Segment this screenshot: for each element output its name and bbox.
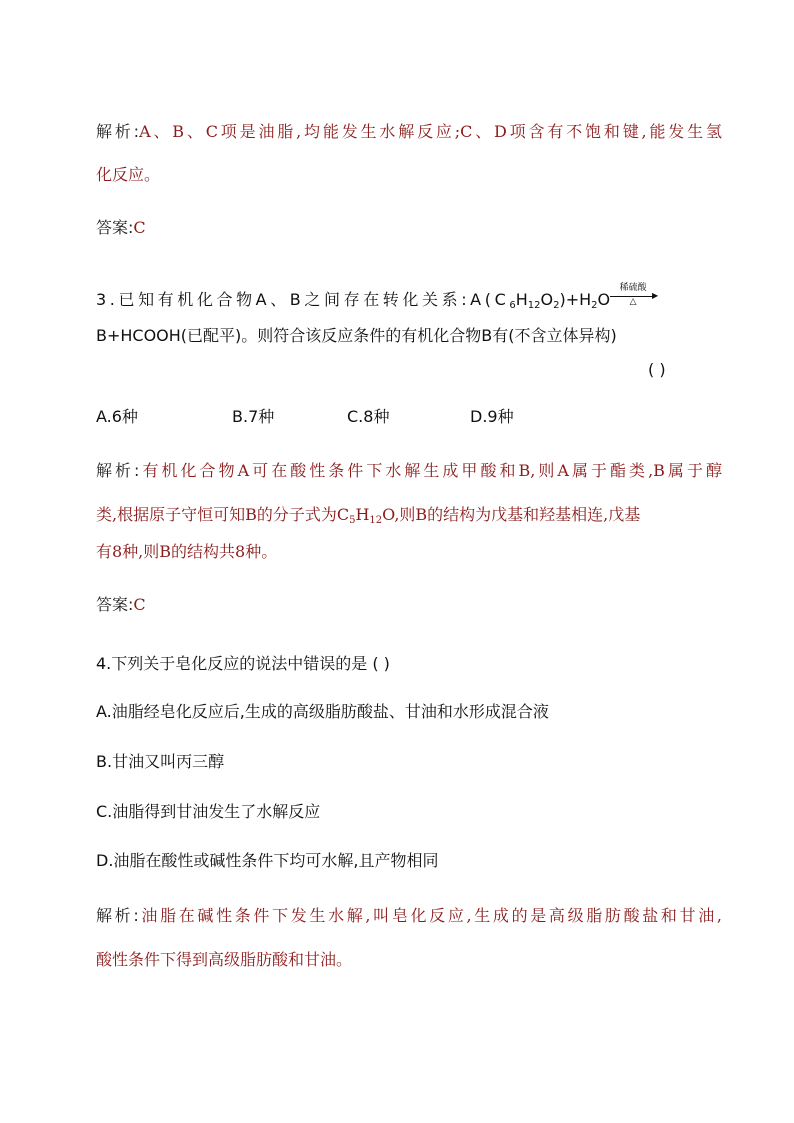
arrow-condition-bottom: △: [629, 297, 637, 307]
q3-stem-plus-water: )+H: [559, 290, 592, 309]
q4-option-b: B.甘油又叫丙三醇: [96, 752, 225, 771]
q3-sub-6: 6: [509, 300, 516, 311]
q4-analysis-text-1: 油脂在碱性条件下发生水解,叫皂化反应,生成的是高级脂肪酸盐和甘油,: [138, 906, 722, 925]
q3-stem-h: H: [515, 290, 528, 309]
q3-analysis-line1: [96, 461, 722, 481]
arrow-condition-top: 稀硫酸: [619, 283, 647, 293]
analysis-label: 解析:: [96, 461, 140, 480]
analysis-label: 解析:: [96, 906, 139, 925]
arrow-head-icon: ▶: [651, 291, 659, 300]
q3-stem-line2: [96, 326, 617, 346]
q3-option-a: A.6种: [96, 407, 138, 426]
q3-stem-line1: [96, 283, 659, 311]
q2-analysis-text-1: A、B、C项是油脂,均能发生水解反应;C、D项含有不饱和键,能发生氢: [139, 122, 722, 141]
q3-sub-2: 2: [553, 300, 560, 311]
q3-option-d: D.9种: [470, 407, 514, 426]
answer-label: 答案:: [96, 595, 134, 614]
q4-stem-text: 4.下列关于皂化反应的说法中错误的是 ( ): [96, 654, 390, 673]
q3-analysis-line3: [96, 542, 277, 562]
q3-sub-12: 12: [527, 300, 541, 311]
q3-answer-value: C: [133, 595, 146, 614]
reaction-arrow: [610, 283, 659, 309]
q3-stem-o2: O: [597, 290, 611, 309]
q4-stem: [96, 654, 390, 674]
q3-stem-part1: 3.已知有机化合物A、B之间存在转化关系:A(C: [96, 290, 510, 309]
q3-stem-line2-text: B+HCOOH(已配平)。则符合该反应条件的有机化合物B有(不含立体异构): [96, 326, 617, 345]
q3-analysis-text-2a: 类,根据原子守恒可知B的分子式为C: [96, 505, 350, 524]
q4-analysis-text-2: 酸性条件下得到高级脂肪酸和甘油。: [96, 950, 353, 969]
q3-analysis-text-2b: O,则B的结构为戊基和羟基相连,戊基: [382, 505, 641, 524]
q2-answer: [96, 218, 146, 238]
q3-option-c: C.8种: [347, 407, 390, 426]
q3-blank-text: ( ): [648, 360, 666, 379]
q3-analysis-text-3: 有8种,则B的结构共8种。: [96, 542, 278, 561]
q3-analysis-line2: [96, 505, 640, 525]
q3-stem-o: O: [540, 290, 554, 309]
q2-analysis-text-2: 化反应。: [96, 165, 161, 184]
q2-answer-value: C: [133, 218, 146, 237]
q3-analysis-sub5: 5: [349, 515, 356, 526]
q3-option-b: B.7种: [232, 407, 275, 426]
analysis-label: 解析:: [96, 122, 140, 141]
q3-analysis-sub12: 12: [369, 515, 383, 526]
q4-analysis-line1: [96, 906, 722, 926]
q2-analysis-line2: [96, 165, 160, 185]
q4-option-d: D.油脂在酸性或碱性条件下均可水解,且产物相同: [96, 851, 439, 870]
q4-option-c: C.油脂得到甘油发生了水解反应: [96, 802, 321, 821]
q4-option-a: A.油脂经皂化反应后,生成的高级脂肪酸盐、甘油和水形成混合液: [96, 702, 549, 721]
q3-sub-2b: 2: [591, 300, 598, 311]
q3-analysis-h: H: [355, 505, 370, 524]
q3-answer: [96, 595, 146, 615]
q3-blank: [648, 360, 666, 380]
q3-analysis-text-1: 有机化合物A可在酸性条件下水解生成甲酸和B,则A属于酯类,B属于醇: [139, 461, 722, 480]
q2-analysis-line1: [96, 122, 722, 142]
answer-label: 答案:: [96, 218, 134, 237]
q4-analysis-line2: [96, 950, 352, 970]
